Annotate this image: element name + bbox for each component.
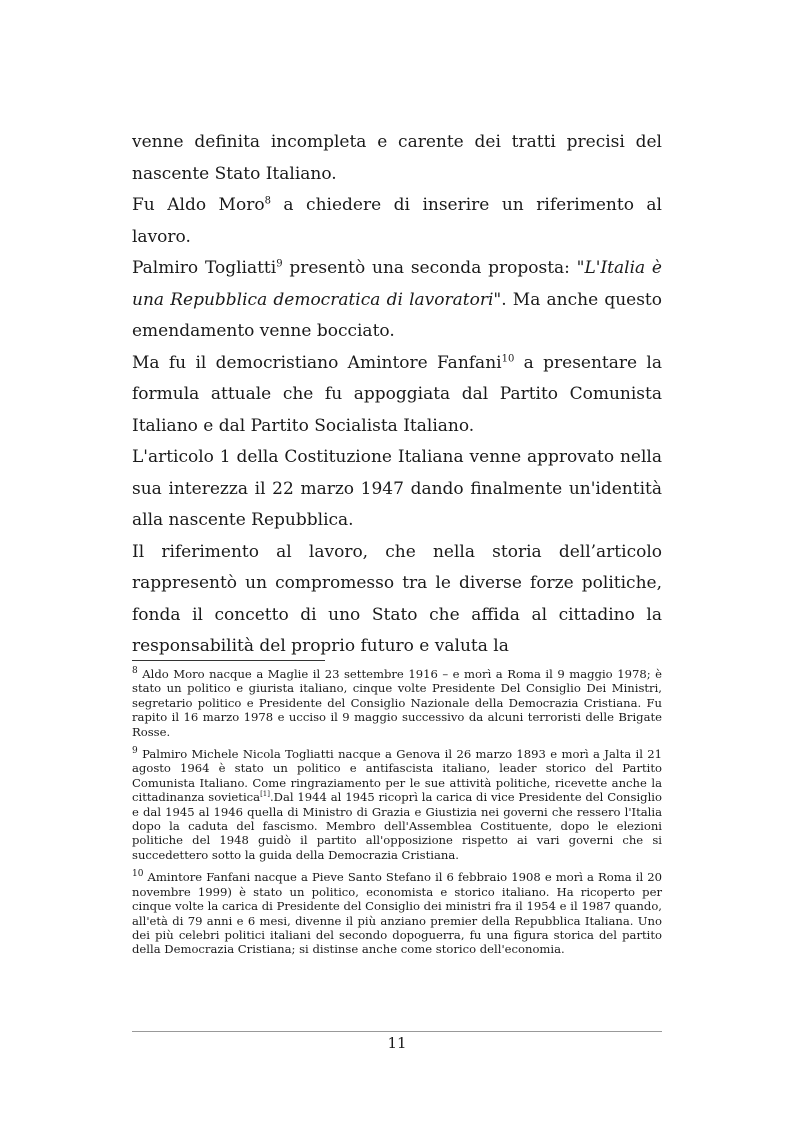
footnote-number: 9: [132, 746, 138, 757]
page-number: 11: [387, 1034, 407, 1052]
paragraph-text: Fu Aldo Moro: [132, 195, 265, 215]
paragraph-text: presentò una seconda proposta: ": [282, 258, 585, 278]
paragraph-text: a presentare la formula attuale che fu appoggiata dal Partito Comunista Italiano e dal Partito Socialista Italiano.: [132, 352, 662, 436]
footnote-ref[interactable]: 8: [264, 195, 271, 207]
paragraph: [132, 537, 662, 663]
page-footer-rule: [132, 1031, 662, 1032]
paragraph-text: a chiedere di inserire un riferimento al lavoro.: [132, 195, 662, 247]
main-text: [132, 127, 662, 663]
paragraph: [132, 348, 662, 443]
footnote-separator: [132, 660, 325, 661]
footnotes: [132, 667, 662, 965]
paragraph: [132, 253, 662, 348]
footnote-text: .Dal 1944 al 1945 ricoprì la carica di vice Presidente del Consiglio e dal 1945 al 1946 quella di Ministro di Grazia e Giustizia nei governi che ressero l'Italia dopo la caduta del fascismo. Membro dell'Assemblea Costituente, dopo le elezioni politiche del 1948 guidò il partito all'opposizione rispetto ai vari governi che si succedettero sotto la guida della Democrazia Cristiana.: [132, 790, 662, 862]
paragraph-text: venne definita incompleta e carente dei tratti precisi del nascente Stato Italiano.: [132, 132, 662, 184]
footnote-9: [132, 747, 662, 862]
footnote-text: Palmiro Michele Nicola Togliatti nacque a Genova il 26 marzo 1893 e morì a Jalta il 21 agosto 1964 è stato un politico e antifascista italiano, leader storico del Partito Comunista Italiano. Come ringraziamento per le sue attività politiche, ricevette anche la cittadinanza sovietica: [132, 747, 662, 805]
paragraph: [132, 190, 662, 253]
paragraph-text: Il riferimento al lavoro, che nella storia dell’articolo rappresentò un compromesso tra le diverse forze politiche, fonda il concetto di uno Stato che affida al cittadino la responsabilità del proprio futuro e valuta la: [132, 541, 662, 656]
paragraph-text: ". Ma anche questo emendamento venne bocciato.: [132, 289, 663, 341]
footnote-number: 8: [132, 666, 138, 677]
footnote-8: [132, 667, 662, 739]
paragraph-text: L'articolo 1 della Costituzione Italiana venne approvato nella sua interezza il 22 marzo 1947 dando finalmente un'identità alla nascente Repubblica.: [132, 447, 662, 530]
paragraph: [132, 442, 662, 537]
footnote-text: Amintore Fanfani nacque a Pieve Santo Stefano il 6 febbraio 1908 e morì a Roma il 20 novembre 1999) è stato un politico, economista e storico italiano. Ha ricoperto per cinque volte la carica di Presidente del Consiglio dei ministri fra il 1954 e il 1987 quando, all'età di 79 anni e 6 mesi, divenne il più anziano premier della Repubblica Italiana. Uno dei più celebri politici italiani del secondo dopoguerra, fu una figura storica del partito della Democrazia Cristiana; si distinse anche come storico dell'economia.: [132, 870, 662, 957]
paragraph-text: Palmiro Togliatti: [132, 258, 277, 278]
footnote-number: 10: [132, 869, 144, 880]
citation-ref[interactable]: [1]: [260, 790, 270, 799]
footnote-10: [132, 870, 662, 956]
footnote-ref[interactable]: 10: [501, 352, 515, 364]
footnote-ref[interactable]: 9: [276, 258, 283, 270]
quoted-proposal: L'Italia è una Repubblica democratica di lavoratori: [132, 258, 662, 310]
paragraph-text: Ma fu il democristiano Amintore Fanfani: [132, 352, 502, 373]
footnote-text: Aldo Moro nacque a Maglie il 23 settembre 1916 – e morì a Roma il 9 maggio 1978; è stato un politico e giurista italiano, cinque volte Presidente Del Consiglio Dei Ministri, segretario politico e Presidente del Consiglio Nazionale della Democrazia Cristiana. Fu rapito il 16 marzo 1978 e ucciso il 9 maggio successivo da alcuni terroristi delle Brigate Rosse.: [132, 667, 662, 739]
paragraph: [132, 127, 662, 190]
